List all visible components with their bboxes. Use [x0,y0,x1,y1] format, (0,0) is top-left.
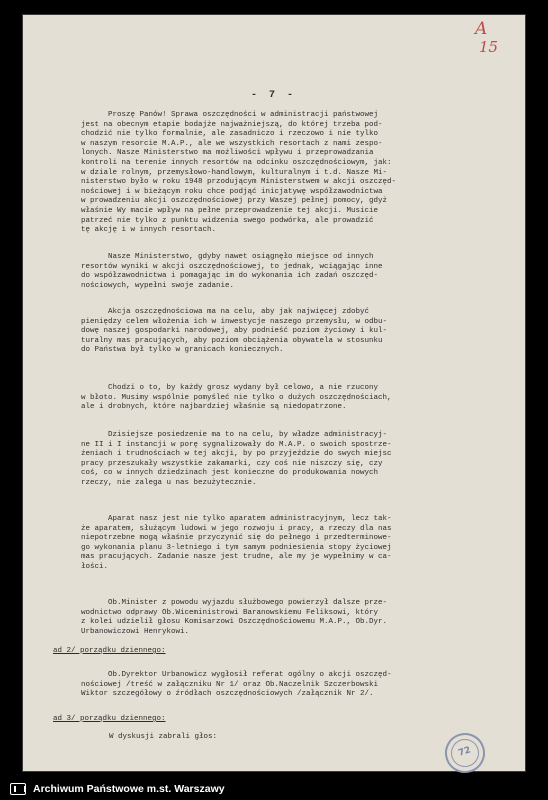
text-line: Wiktor szczegółowy o źródłach oszczędnościowych /załącznik Nr 2/. [81,690,374,699]
text-line: lonych. Nasze Ministerstwo ma możliwości wpływu i przeprowadzania [81,149,374,158]
text-line: tę akcję i w innych resortach. [81,226,217,235]
archive-logo-icon [10,783,26,795]
text-line: ale i drobnych, które najbardziej właśnie są niedopatrzone. [81,403,347,412]
text-line: nościowych, wypełni swoje zadanie. [81,281,235,290]
text-line: ne II i I instancji w porę sygnalizowały do M.A.P. o swoich spostrze- [81,440,392,449]
text-line: jest na obecnym etapie bodajże najważniejszą, do której trzeba pod- [81,120,383,129]
text-line: do współzawodnictwa i pomagając im do wykonania ich zadań oszczęd- [81,272,379,281]
text-line: Nasze Ministerstwo, gdyby nawet osiągnęło miejsce od innych [81,253,374,261]
text-line: z kolei udzielił głosu Komisarzowi Oszczędnościowemu M.A.P., Ob.Dyr. [81,618,388,627]
text-line: żeniach i trudnościach w tej akcji, by po przyjeździe do swych miejsc [81,450,392,459]
stamp-number: 72 [447,735,482,770]
document-page [22,14,526,772]
text-line: nisterstwo było w roku 1948 przodującym Ministerstwem w akcji oszczęd- [81,178,397,187]
text-line: Dzisiejsze posiedzenie ma to na celu, by władze administracyj- [81,431,388,439]
page-number: - 7 - [251,90,297,101]
agenda-item-3: ad 3/ porządku dziennego: [53,715,166,723]
text-line: nościowej i w bieżącym roku chce podjąć inicjatywę współzawodnictwa [81,187,383,196]
paragraph-3 [81,308,485,356]
archive-footer [0,778,548,800]
text-line: Urbanowiczowi Henrykowi. [81,627,190,636]
text-line: w dziale rolnym, przemysłowo-handlowym, kulturalnym i t.d. Nasze Mi- [81,168,388,177]
text-line: kontroli na terenie innych resortów na odcinku oszczędnościowym, jak: [81,158,392,167]
text-line: nościowej /treść w załączniku Nr 1/ oraz Ob.Naczelnik Szczerbowski [81,680,379,689]
text-line: coś, co w innych dziedzinach jest konieczne do produkowania nowych [81,469,379,478]
paragraph-7 [81,599,485,637]
text-line: że aparatem, służącym ludowi w jego rozwoju i pracy, a rzeczy dla nas [81,524,392,533]
text-line: Ob.Minister z powodu wyjazdu służbowego powierzył dalsze prze- [81,599,388,607]
paragraph-2 [81,253,485,291]
text-line: Akcja oszczędnościowa ma na celu, aby jak najwięcej zdobyć [81,308,370,316]
paragraph-4 [81,384,485,413]
text-line: go wykonania planu 3-letniego i tym samym podniesienia stopy życiowej [81,543,392,552]
text-line: w błoto. Musimy wspólnie pomyśleć nie tylko o dużych oszczędnościach, [81,393,392,402]
text-line: łości. [81,562,109,571]
handwritten-folio-number: 15 [479,38,499,56]
paragraph-6 [81,515,485,573]
text-line: wodnictwo odprawy Ob.Wiceministrowi Baranowskiemu Feliksowi, który [81,608,379,617]
archive-name: Archiwum Państwowe m.st. Warszawy [33,783,225,795]
text-line: pracy przeszukały wszystkie zakamarki, czy coś nie niszczy się, czy [81,459,383,468]
text-line: Chodzi o to, by każdy grosz wydany był celowo, a nie rzucony [81,384,379,392]
text-line: w naszym resorcie M.A.P., ale we wszystkich resortach z nami zespo- [81,139,383,148]
text-line: dowę naszej gospodarki narodowej, aby podnieść poziom życiowy i kul- [81,327,388,336]
paragraph-1 [81,111,485,236]
text-line: resortów wyniki w akcji oszczędnościowej, to jednak, wciągając inne [81,262,383,271]
paragraph-agenda-2 [81,671,485,700]
text-line: pieniędzy celem włożenia ich w inwestycje naszego przemysłu, w odbu- [81,317,388,326]
text-line: rzeczy, nie zalega u nas bezużytecznie. [81,478,257,487]
text-line: w prowadzeniu akcji oszczędnościowej przy Waszej pełnej pomocy, gdyż [81,197,388,206]
text-line: turalny mas pracujących, aby poziom obciążenia obywatela w stosunku [81,336,383,345]
text-line: Proszę Panów! Sprawa oszczędności w administracji państwowej [81,111,379,119]
text-line: chodzić nie tylko formalnie, ale zasadniczo i rzeczowo i nie tylko [81,130,379,139]
text-line: właśnie Wy macie wpływ na pełne przeprowadzenie tej akcji. Musicie [81,206,379,215]
paragraph-5 [81,431,485,489]
text-line: do Państwa był tylko w granicach koniecznych. [81,346,284,355]
text-line: niepotrzebne mogą właśnie przyczynić się do pełnego i przedterminowe- [81,534,392,543]
text-line: Aparat nasz jest nie tylko aparatem administracyjnym, lecz tak- [81,515,392,523]
text-line: mas pracujących. Zadanie nasze jest trudne, ale my je wypełnimy w ca- [81,553,392,562]
paragraph-agenda-3: W dyskusji zabrali głos: [109,733,218,741]
agenda-item-2: ad 2/ porządku dziennego: [53,647,166,655]
text-line: patrzeć nie tylko z punktu widzenia swego podwórka, ale prowadzić [81,216,374,225]
handwritten-folio-letter: A [475,19,488,39]
text-line: Ob.Dyrektor Urbanowicz wygłosił referat ogólny o akcji oszczęd- [81,671,392,679]
